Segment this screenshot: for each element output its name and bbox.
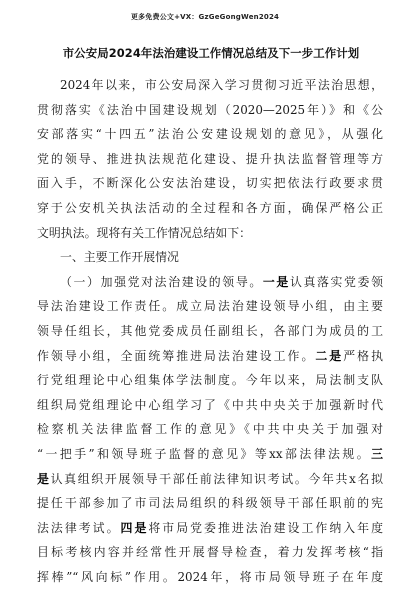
body-text: 穿于公安机关执法活动的全过程和各方面，确保严格公正: [37, 200, 383, 215]
emphasis-text: 三: [371, 446, 383, 461]
body-text: 严格执: [343, 348, 383, 363]
body-text: 挥棒”“风向标”作用。2024年，将市局领导班子在年度: [37, 569, 383, 584]
body-text: 认真落实党委领: [289, 274, 383, 289]
body-text: 组织局党组理论中心组学习了《中共中央关于加强新时代: [37, 397, 383, 412]
body-line: [37, 565, 383, 589]
body-text: 检察机关法律监督工作的意见》《中共中央关于加强对: [37, 422, 383, 437]
body-line: [37, 270, 383, 295]
body-line: [37, 122, 383, 147]
body-text: 面入手，不断深化公安法治建设，切实把依法行政要求贯: [37, 176, 383, 191]
body-line: [37, 294, 383, 319]
body-line: [37, 516, 383, 541]
body-text: 将市局党委推进法治建设工作纳入年度: [148, 520, 383, 535]
body-line: [37, 98, 383, 123]
emphasis-text: 四是: [120, 520, 149, 535]
body-text: 提任干部参加了市司法局组织的科级领导干部任职前的宪: [37, 496, 383, 511]
document-title: 市公安局2024年法治建设工作情况总结及下一步工作计划: [62, 46, 360, 60]
body-text: 领导任组长，其他党委成员任副组长，各部门为成员的工: [37, 323, 383, 338]
body-line: [37, 368, 383, 393]
body-text: 2024年以来，市公安局深入学习贯彻习近平法治思想，: [60, 78, 383, 92]
body-line: [37, 147, 383, 172]
body-text: 目标考核内容并经常性开展督导检查，着力发挥考核“指: [37, 545, 383, 560]
body-line: [37, 417, 383, 442]
body-text: 文明执法。现将有关工作情况总结如下：: [37, 225, 252, 240]
body-line: [37, 73, 383, 98]
body-text: 法法律考试。: [37, 520, 121, 535]
emphasis-text: 二是: [315, 348, 344, 363]
body-text: （一）加强党对法治建设的领导。: [60, 274, 263, 289]
body-line: [37, 171, 383, 196]
body-text: 行党组理论中心组集体学法制度。今年以来，局法制支队: [37, 373, 383, 388]
body-text: 一、主要工作开展情况: [60, 250, 179, 265]
header-watermark: 更多免费公文+VX：GzGeGongWen2024: [130, 13, 280, 21]
body-text: 作领导小组，全面统筹推进局法治建设工作。: [37, 348, 316, 363]
body-line: [37, 245, 383, 270]
body-line: [37, 491, 383, 516]
body-text: 党的领导、推进执法规范化建设、提升执法监督管理等方: [37, 151, 383, 166]
body-line: [37, 393, 383, 418]
body-line: [37, 467, 383, 492]
body-text: 导法治建设工作责任。成立局法治建设领导小组，由主要: [37, 299, 383, 314]
body-line: [37, 196, 383, 221]
body-line: [37, 442, 383, 467]
body-text: “一把手”和领导班子监督的意见》等xx部法律法规。: [37, 446, 372, 461]
emphasis-text: 一是: [262, 274, 290, 289]
body-text: 贯彻落实《法治中国建设规划（2020—2025年）》和《公: [37, 102, 383, 117]
body-line: [37, 540, 383, 565]
body-line: [37, 319, 383, 344]
document-body: [37, 73, 383, 589]
body-text: 认真组织开展领导干部任前法律知识考试。今年共x名拟: [50, 471, 383, 486]
body-line: [37, 344, 383, 369]
emphasis-text: 是: [37, 471, 51, 486]
body-text: 安部落实“十四五”法治公安建设规划的意见》，从强化: [37, 127, 383, 142]
body-line: [37, 221, 383, 246]
